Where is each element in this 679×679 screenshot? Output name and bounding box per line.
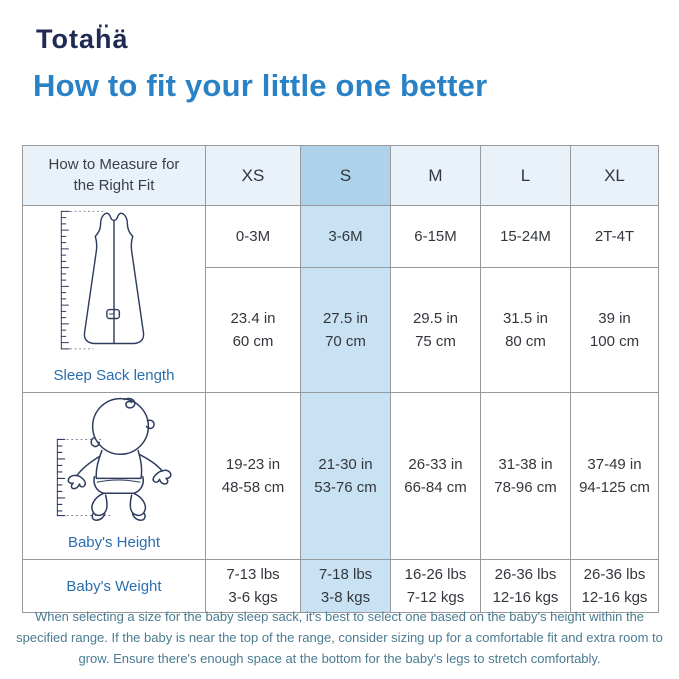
column-header-xs: XS	[206, 146, 301, 206]
height-cell-l	[481, 393, 571, 560]
length-cell-m	[391, 267, 481, 392]
baby-weight-header-cell	[23, 560, 206, 613]
height-cm: 53-76 cm	[314, 479, 377, 496]
baby-height-header-cell	[23, 393, 206, 560]
length-in: 27.5 in	[322, 309, 369, 327]
weight-kgs: 12-16 kgs	[581, 589, 648, 606]
length-cm: 70 cm	[325, 332, 366, 350]
weight-lbs: 26-36 lbs	[583, 565, 646, 583]
baby-weight-row	[23, 560, 659, 613]
age-cell-s: 3-6M	[301, 206, 391, 268]
length-in: 39 in	[598, 309, 631, 327]
age-cell-l: 15-24M	[481, 206, 571, 268]
column-header-s: S	[301, 146, 391, 206]
height-in: 19-23 in	[225, 455, 281, 473]
baby-height-label: Baby's Height	[67, 534, 161, 551]
length-cell-s	[301, 267, 391, 392]
height-in: 26-33 in	[408, 455, 463, 473]
length-in: 31.5 in	[502, 309, 549, 327]
weight-lbs: 16-26 lbs	[404, 565, 467, 583]
height-cm: 66-84 cm	[404, 479, 467, 496]
height-cm: 94-125 cm	[579, 479, 650, 496]
height-cm: 48-58 cm	[221, 479, 285, 496]
height-cell-xs	[206, 393, 301, 560]
age-cell-xs: 0-3M	[206, 206, 301, 268]
weight-cell-s	[301, 560, 391, 613]
baby-icon	[44, 393, 184, 528]
weight-cell-l	[481, 560, 571, 613]
column-header-xl: XL	[571, 146, 659, 206]
baby-height-row	[23, 393, 659, 560]
column-header-l: L	[481, 146, 571, 206]
page-title: How to fit your little one better	[33, 68, 488, 103]
weight-cell-m	[391, 560, 481, 613]
length-cell-xl	[571, 267, 659, 392]
height-cell-s	[301, 393, 391, 560]
weight-cell-xs	[206, 560, 301, 613]
sleep-sack-length-label: Sleep Sack length	[53, 367, 175, 384]
weight-kgs: 12-16 kgs	[492, 589, 559, 606]
length-in: 23.4 in	[230, 309, 276, 327]
sleep-sack-icon	[44, 206, 184, 361]
weight-lbs: 7-13 lbs	[226, 565, 280, 583]
length-cm: 80 cm	[505, 332, 546, 350]
height-cell-xl	[571, 393, 659, 560]
age-cell-m: 6-15M	[391, 206, 481, 268]
sleep-sack-length-header-cell	[23, 206, 206, 393]
length-cell-l	[481, 267, 571, 392]
corner-header-text: How to Measure for the Right Fit	[48, 156, 180, 194]
weight-kgs: 7-12 kgs	[406, 589, 465, 606]
weight-lbs: 7-18 lbs	[318, 565, 373, 583]
age-row	[23, 206, 659, 268]
brand-logo: Totaḧä	[36, 24, 129, 54]
length-in: 29.5 in	[412, 309, 459, 327]
weight-lbs: 26-36 lbs	[494, 565, 557, 583]
baby-weight-label: Baby's Weight	[66, 577, 162, 595]
height-in: 37-49 in	[587, 455, 642, 473]
height-cell-m	[391, 393, 481, 560]
corner-header	[23, 146, 206, 206]
sizing-advice-note: When selecting a size for the baby sleep sack, it's best to select one based on the baby's height within the specified range. If the baby is near the top of the range, consider sizing up for a comfortable fit and extra room to grow. Ensure there's enough space at the bottom for the baby's legs to stretch comfortably.	[16, 609, 663, 666]
weight-cell-xl	[571, 560, 659, 613]
length-cm: 100 cm	[589, 332, 640, 350]
length-cm: 60 cm	[232, 332, 274, 350]
size-table	[22, 145, 659, 613]
height-in: 31-38 in	[498, 455, 553, 473]
table-header-row	[23, 146, 659, 206]
length-cell-xs	[206, 267, 301, 392]
age-cell-xl: 2T-4T	[571, 206, 659, 268]
weight-kgs: 3-6 kgs	[228, 589, 278, 606]
column-header-m: M	[391, 146, 481, 206]
length-cm: 75 cm	[415, 332, 456, 350]
height-cm: 78-96 cm	[494, 479, 557, 496]
weight-kgs: 3-8 kgs	[320, 589, 371, 606]
height-in: 21-30 in	[318, 455, 373, 473]
